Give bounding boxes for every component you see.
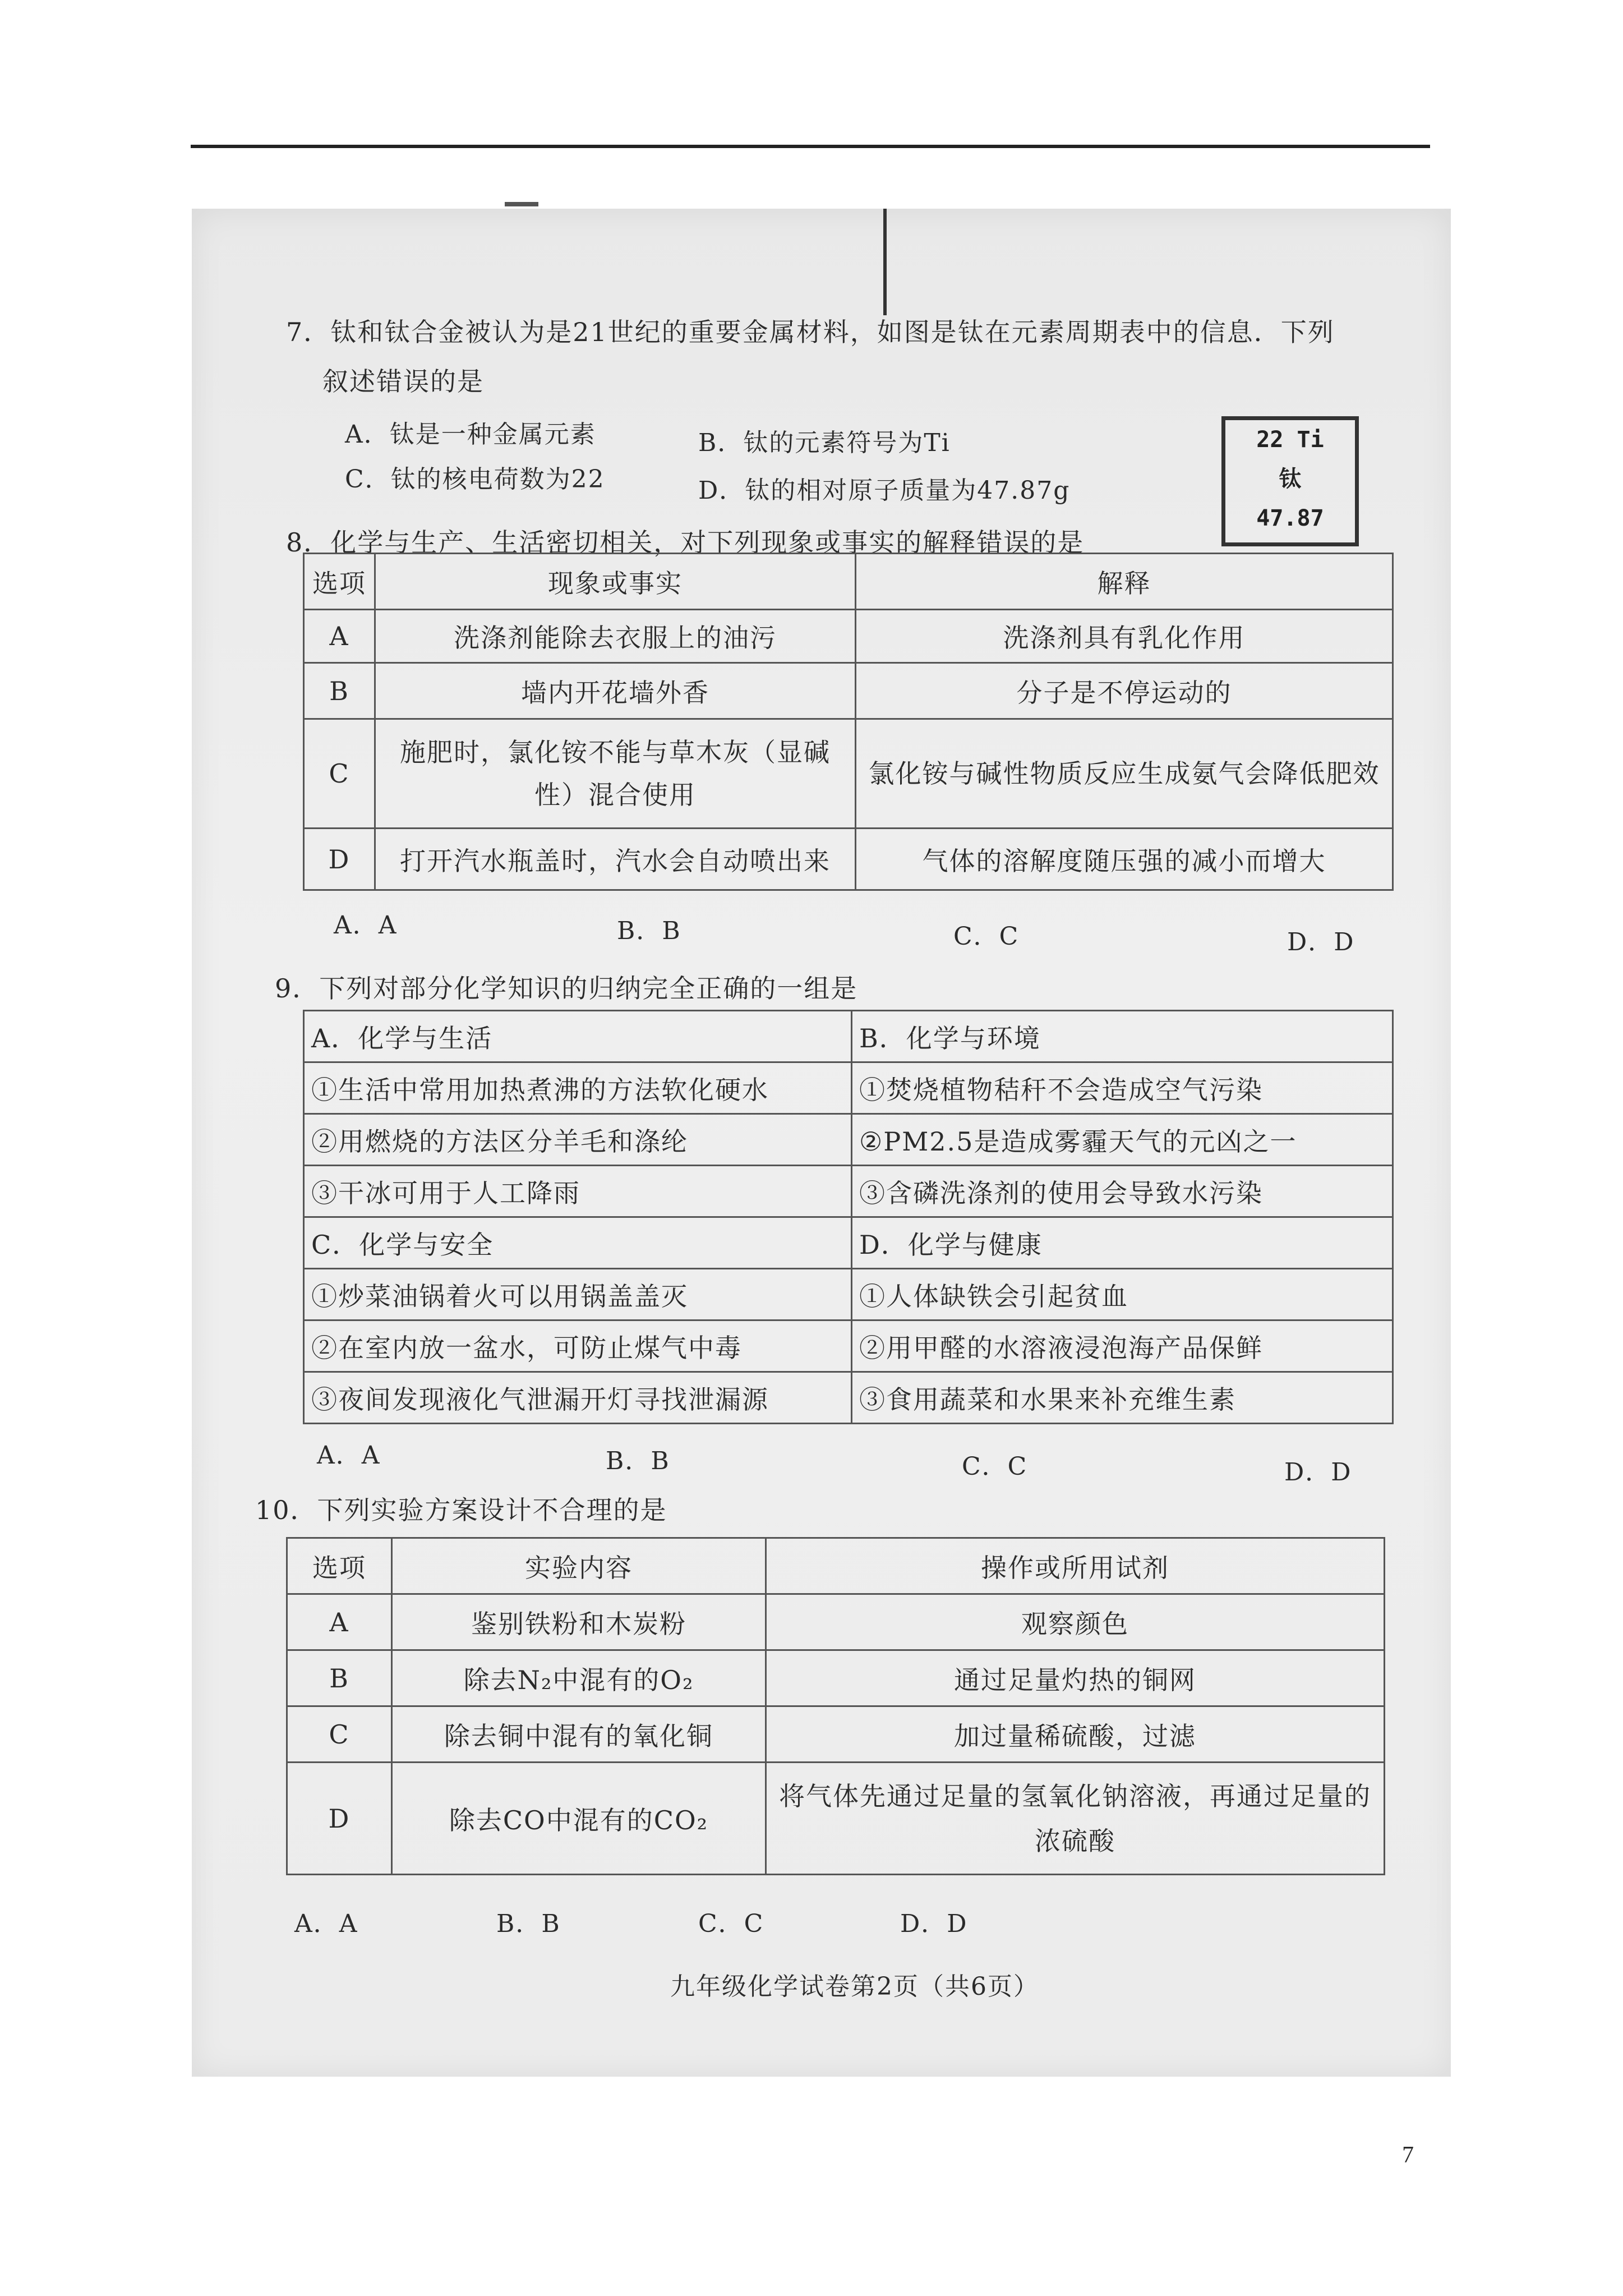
- q9-group-a-item-2: ②用燃烧的方法区分羊毛和涤纶: [304, 1114, 852, 1166]
- q10-row-b-option: B: [287, 1650, 392, 1706]
- table-row: [304, 1269, 1393, 1320]
- q8-choice-a: A．A: [334, 911, 398, 940]
- table-row: [287, 1650, 1385, 1706]
- q8-row-b-explanation: 分子是不停运动的: [856, 663, 1393, 719]
- q10-choice-a: A．A: [294, 1910, 358, 1938]
- q9-group-d-item-1: ①人体缺铁会引起贫血: [852, 1269, 1393, 1320]
- q8-row-d-fact: 打开汽水瓶盖时，汽水会自动喷出来: [375, 829, 856, 890]
- q8-row-b-option: B: [304, 663, 375, 719]
- q8-row-a-option: A: [304, 610, 375, 663]
- q9-group-c-item-3: ③夜间发现液化气泄漏开灯寻找泄漏源: [304, 1372, 852, 1424]
- q8-row-c-explanation: 氯化铵与碱性物质反应生成氨气会降低肥效: [856, 719, 1393, 829]
- table-row: [304, 719, 1393, 829]
- q10-row-c-operation: 加过量稀硫酸，过滤: [766, 1706, 1385, 1763]
- q9-group-b-item-2: ②PM2.5是造成雾霾天气的元凶之一: [852, 1114, 1393, 1166]
- q7-stem-line1: 7．钛和钛合金被认为是21世纪的重要金属材料，如图是钛在元素周期表中的信息．下列: [286, 317, 1335, 347]
- q7-option-b: B．钛的元素符号为Ti: [698, 429, 951, 457]
- table-row: [304, 1320, 1393, 1372]
- q9-group-c-title: C．化学与安全: [304, 1217, 852, 1269]
- q7-option-a: A．钛是一种金属元素: [345, 420, 596, 449]
- q7-option-c: C．钛的核电荷数为22: [345, 465, 605, 494]
- table-row: [304, 1166, 1393, 1217]
- q7-stem-line2: 叙述错误的是: [322, 366, 484, 397]
- q10-row-a-content: 鉴别铁粉和木炭粉: [392, 1594, 766, 1650]
- q10-choice-c: C．C: [698, 1910, 764, 1938]
- element-mass: 47.87: [1256, 505, 1324, 531]
- q9-choice-c: C．C: [962, 1452, 1028, 1481]
- table-row: [287, 1594, 1385, 1650]
- q9-group-d-title: D．化学与健康: [852, 1217, 1393, 1269]
- titanium-element-card: [1221, 416, 1359, 546]
- q10-row-b-content: 除去N₂中混有的O₂: [392, 1650, 766, 1706]
- q10-row-d-operation: 将气体先通过足量的氢氧化钠溶液，再通过足量的浓硫酸: [766, 1763, 1385, 1875]
- q8-row-c-option: C: [304, 719, 375, 829]
- q10-row-b-operation: 通过足量灼热的铜网: [766, 1650, 1385, 1706]
- q8-row-c-fact: 施肥时，氯化铵不能与草木灰（显碱性）混合使用: [375, 719, 856, 829]
- exam-page-label: 九年级化学试卷第2页（共6页）: [670, 1972, 1039, 2001]
- q8-stem: 8．化学与生产、生活密切相关，对下列现象或事实的解释错误的是: [286, 527, 1085, 558]
- q8-row-d-explanation: 气体的溶解度随压强的减小而增大: [856, 829, 1393, 890]
- element-name: 钛: [1279, 466, 1302, 492]
- q8-row-b-fact: 墙内开花墙外香: [375, 663, 856, 719]
- table-row: [304, 829, 1393, 890]
- element-number-symbol: 22 Ti: [1256, 427, 1324, 453]
- q10-row-c-content: 除去铜中混有的氧化铜: [392, 1706, 766, 1763]
- q10-row-d-content: 除去CO中混有的CO₂: [392, 1763, 766, 1875]
- q9-group-b-item-3: ③含磷洗涤剂的使用会导致水污染: [852, 1166, 1393, 1217]
- q9-choice-d: D．D: [1284, 1458, 1352, 1487]
- header-rule: [191, 145, 1430, 148]
- q10-header-content: 实验内容: [392, 1538, 766, 1594]
- q8-row-d-option: D: [304, 829, 375, 890]
- q9-table: [303, 1010, 1394, 1424]
- q9-group-a-item-3: ③干冰可用于人工降雨: [304, 1166, 852, 1217]
- q9-group-c-item-1: ①炒菜油锅着火可以用锅盖盖灭: [304, 1269, 852, 1320]
- q8-header-explanation: 解释: [856, 554, 1393, 610]
- q9-group-b-item-1: ①焚烧植物秸秆不会造成空气污染: [852, 1062, 1393, 1114]
- q10-row-a-option: A: [287, 1594, 392, 1650]
- q8-table: [303, 553, 1394, 891]
- table-row: [287, 1763, 1385, 1875]
- q9-group-a-item-1: ①生活中常用加热煮沸的方法软化硬水: [304, 1062, 852, 1114]
- q8-row-a-explanation: 洗涤剂具有乳化作用: [856, 610, 1393, 663]
- q10-row-d-option: D: [287, 1763, 392, 1875]
- q8-header-option: 选项: [304, 554, 375, 610]
- q10-header-option: 选项: [287, 1538, 392, 1594]
- table-row: [304, 663, 1393, 719]
- q10-stem: 10．下列实验方案设计不合理的是: [255, 1495, 667, 1525]
- q9-group-b-title: B．化学与环境: [852, 1011, 1393, 1062]
- q10-row-a-operation: 观察颜色: [766, 1594, 1385, 1650]
- q10-choice-b: B．B: [496, 1910, 561, 1938]
- q9-stem: 9．下列对部分化学知识的归纳完全正确的一组是: [275, 973, 858, 1004]
- q8-choice-d: D．D: [1287, 928, 1355, 956]
- table-row: [304, 610, 1393, 663]
- q10-choice-d: D．D: [900, 1910, 968, 1938]
- q10-row-c-option: C: [287, 1706, 392, 1763]
- q8-choice-c: C．C: [953, 922, 1020, 951]
- table-row: [304, 1372, 1393, 1424]
- q10-header-operation: 操作或所用试剂: [766, 1538, 1385, 1594]
- q7-option-d: D．钛的相对原子质量为47.87g: [698, 476, 1071, 505]
- table-row: [304, 1062, 1393, 1114]
- q10-table: [286, 1537, 1385, 1875]
- table-row: [304, 1114, 1393, 1166]
- smudge-mark: [505, 202, 538, 206]
- q9-group-d-item-3: ③食用蔬菜和水果来补充维生素: [852, 1372, 1393, 1424]
- q9-group-d-item-2: ②用甲醛的水溶液浸泡海产品保鲜: [852, 1320, 1393, 1372]
- q9-choice-b: B．B: [606, 1447, 670, 1475]
- q9-group-c-item-2: ②在室内放一盆水，可防止煤气中毒: [304, 1320, 852, 1372]
- table-row: [287, 1706, 1385, 1763]
- q8-header-fact: 现象或事实: [375, 554, 856, 610]
- q8-choice-b: B．B: [617, 917, 681, 945]
- q9-choice-a: A．A: [317, 1441, 381, 1470]
- fold-line: [883, 209, 887, 315]
- page-number: 7: [1402, 2142, 1414, 2168]
- q8-row-a-fact: 洗涤剂能除去衣服上的油污: [375, 610, 856, 663]
- q9-group-a-title: A．化学与生活: [304, 1011, 852, 1062]
